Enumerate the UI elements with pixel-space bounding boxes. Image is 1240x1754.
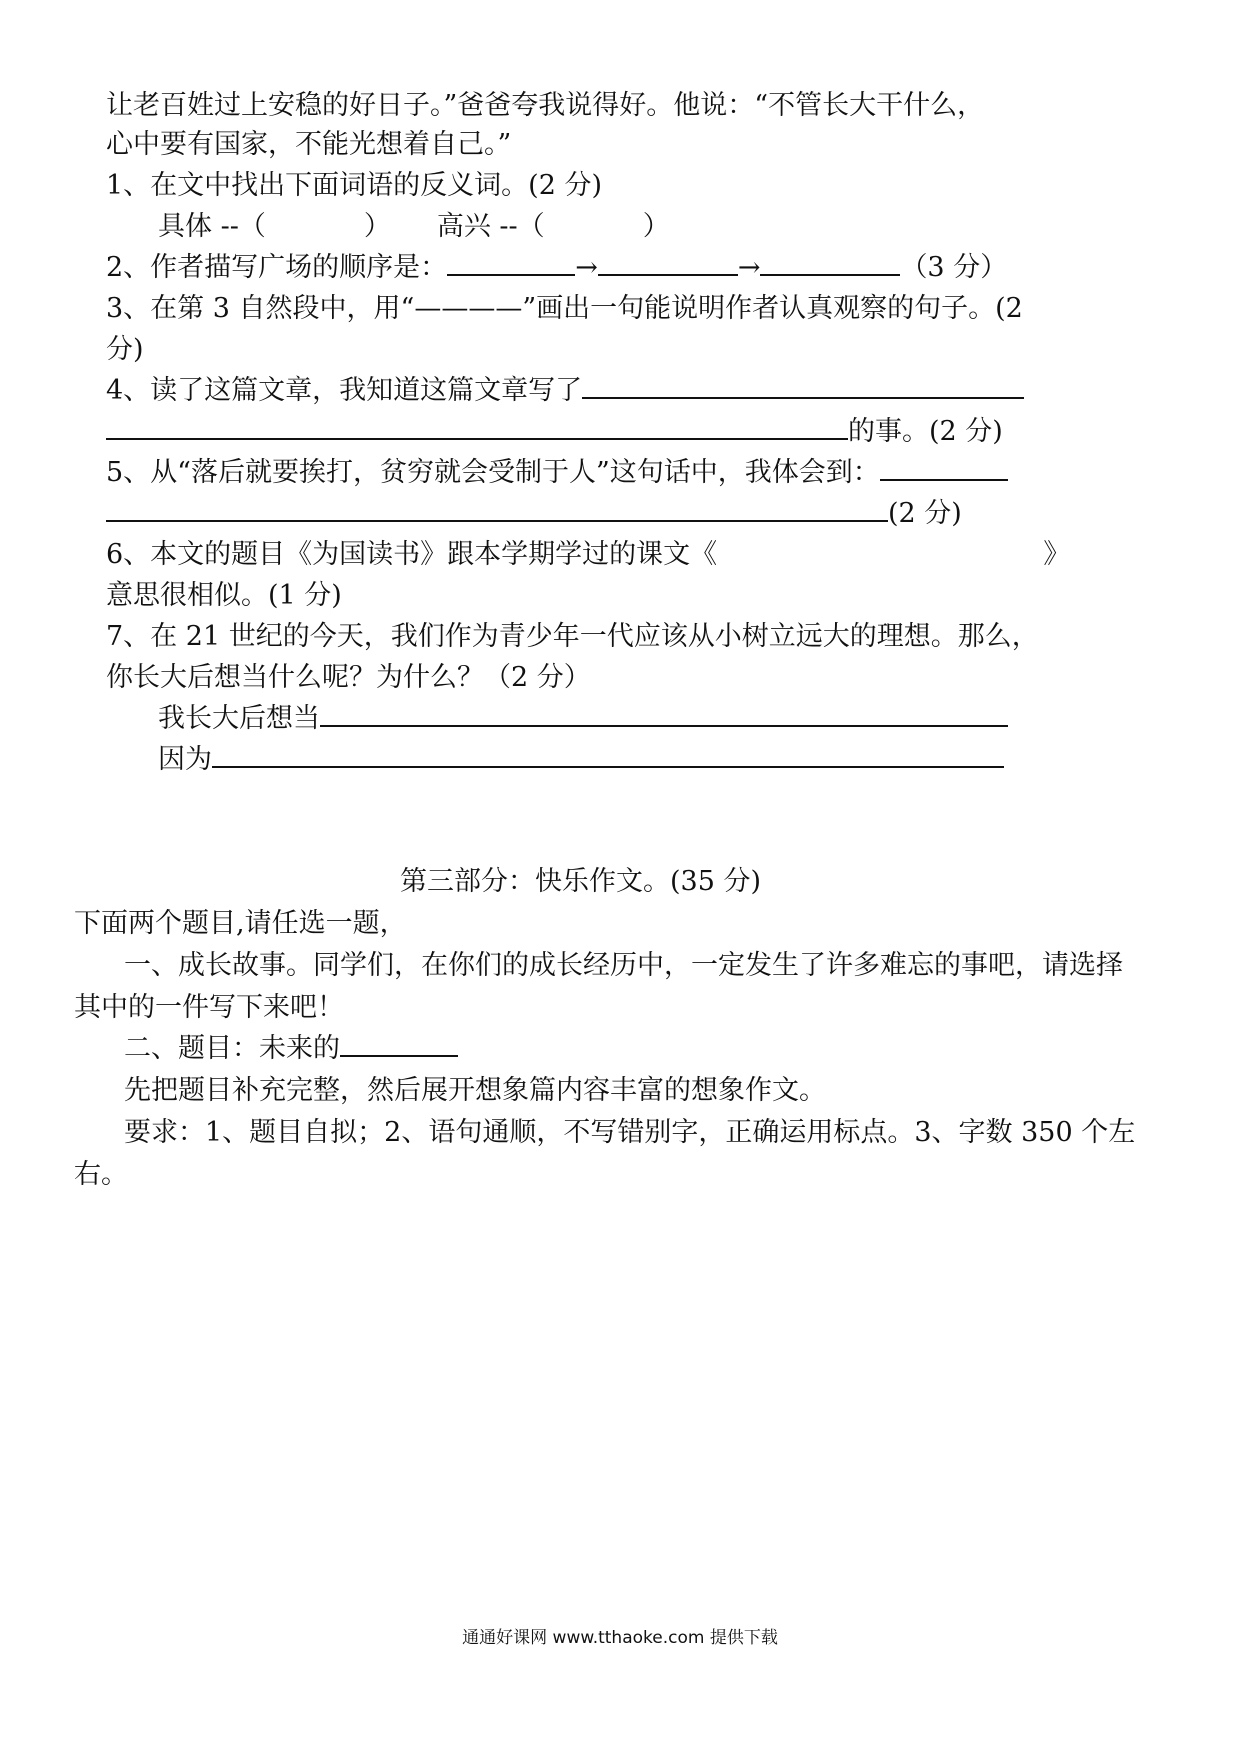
passage-line-1: 让老百姓过上安稳的好日子。”爸爸夸我说得好。他说：“不管长大干什么， xyxy=(106,90,985,121)
question-5-cont xyxy=(106,496,962,532)
question-6-prompt: 6、本文的题目《为国读书》跟本学期学过的课文《 xyxy=(106,539,718,570)
antonym-word-a: 具体 --（ xyxy=(158,211,266,242)
question-7-want xyxy=(158,701,1008,737)
question-3-line-1: 3、在第 3 自然段中，用“————”画出一句能说明作者认真观察的句子。(2 xyxy=(106,293,1023,324)
antonym-close-a: ） xyxy=(363,211,391,242)
answer-blank-q4-a[interactable] xyxy=(582,373,1024,399)
question-3-line-2: 分) xyxy=(106,334,144,365)
composition-intro: 下面两个题目,请任选一题， xyxy=(74,908,407,939)
composition-instruction: 先把题目补充完整，然后展开想象篇内容丰富的想象作文。 xyxy=(124,1075,826,1106)
topic-2-label: 二、题目：未来的 xyxy=(124,1033,340,1064)
answer-blank-want[interactable] xyxy=(320,701,1008,727)
topic-2-blank[interactable] xyxy=(340,1031,458,1057)
answer-blank-3[interactable] xyxy=(760,250,900,276)
passage-line-2: 心中要有国家，不能光想着自己。” xyxy=(106,129,512,160)
question-6-close: 》 xyxy=(1043,539,1071,570)
section-heading: 第三部分：快乐作文。(35 分) xyxy=(400,866,762,897)
topic-1-line-2: 其中的一件写下来吧！ xyxy=(74,992,344,1023)
page-footer: 通通好课网 www.tthaoke.com 提供下载 xyxy=(462,1628,778,1648)
question-6-line-2: 意思很相似。(1 分) xyxy=(106,580,342,611)
requirements-line-2: 右。 xyxy=(74,1159,128,1190)
answer-blank-because[interactable] xyxy=(212,742,1004,768)
answer-blank-1[interactable] xyxy=(447,250,575,276)
question-7-because xyxy=(158,742,1004,778)
answer-blank-q4-b[interactable] xyxy=(106,414,848,440)
topic-2 xyxy=(124,1031,458,1067)
question-4-prompt: 4、读了这篇文章，我知道这篇文章写了 xyxy=(106,375,583,406)
question-5-prompt: 5、从“落后就要挨打，贫穷就会受制于人”这句话中，我体会到： xyxy=(106,457,880,488)
question-2-score: （3 分） xyxy=(900,252,1008,283)
answer-blank-q5-b[interactable] xyxy=(106,496,888,522)
question-4-tail: 的事。(2 分) xyxy=(848,416,1003,447)
requirements-line-1: 要求：1、题目自拟；2、语句通顺，不写错别字，正确运用标点。3、字数 350 个左 xyxy=(124,1117,1136,1148)
question-6 xyxy=(106,537,1070,573)
arrow-1: → xyxy=(575,252,598,283)
question-7-line-2: 你长大后想当什么呢？为什么？（2 分） xyxy=(106,662,591,693)
question-5-score: (2 分) xyxy=(888,498,962,529)
question-2 xyxy=(106,250,1007,286)
question-1-answers xyxy=(158,209,670,245)
topic-1-line-1: 一、成长故事。同学们，在你们的成长经历中，一定发生了许多难忘的事吧，请选择 xyxy=(124,950,1123,981)
answer-blank-2[interactable] xyxy=(598,250,738,276)
question-4 xyxy=(106,373,1024,409)
question-5 xyxy=(106,455,1008,491)
want-label: 我长大后想当 xyxy=(158,703,320,734)
question-2-prompt: 2、作者描写广场的顺序是： xyxy=(106,252,448,283)
answer-blank-q5-a[interactable] xyxy=(880,455,1008,481)
question-1-prompt: 1、在文中找出下面词语的反义词。(2 分) xyxy=(106,170,603,201)
antonym-close-b: ） xyxy=(642,211,670,242)
question-7-line-1: 7、在 21 世纪的今天，我们作为青少年一代应该从小树立远大的理想。那么， xyxy=(106,621,1039,652)
arrow-2: → xyxy=(737,252,761,283)
question-4-cont xyxy=(106,414,1003,450)
because-label: 因为 xyxy=(158,744,212,775)
antonym-word-b: 高兴 --（ xyxy=(436,211,545,242)
